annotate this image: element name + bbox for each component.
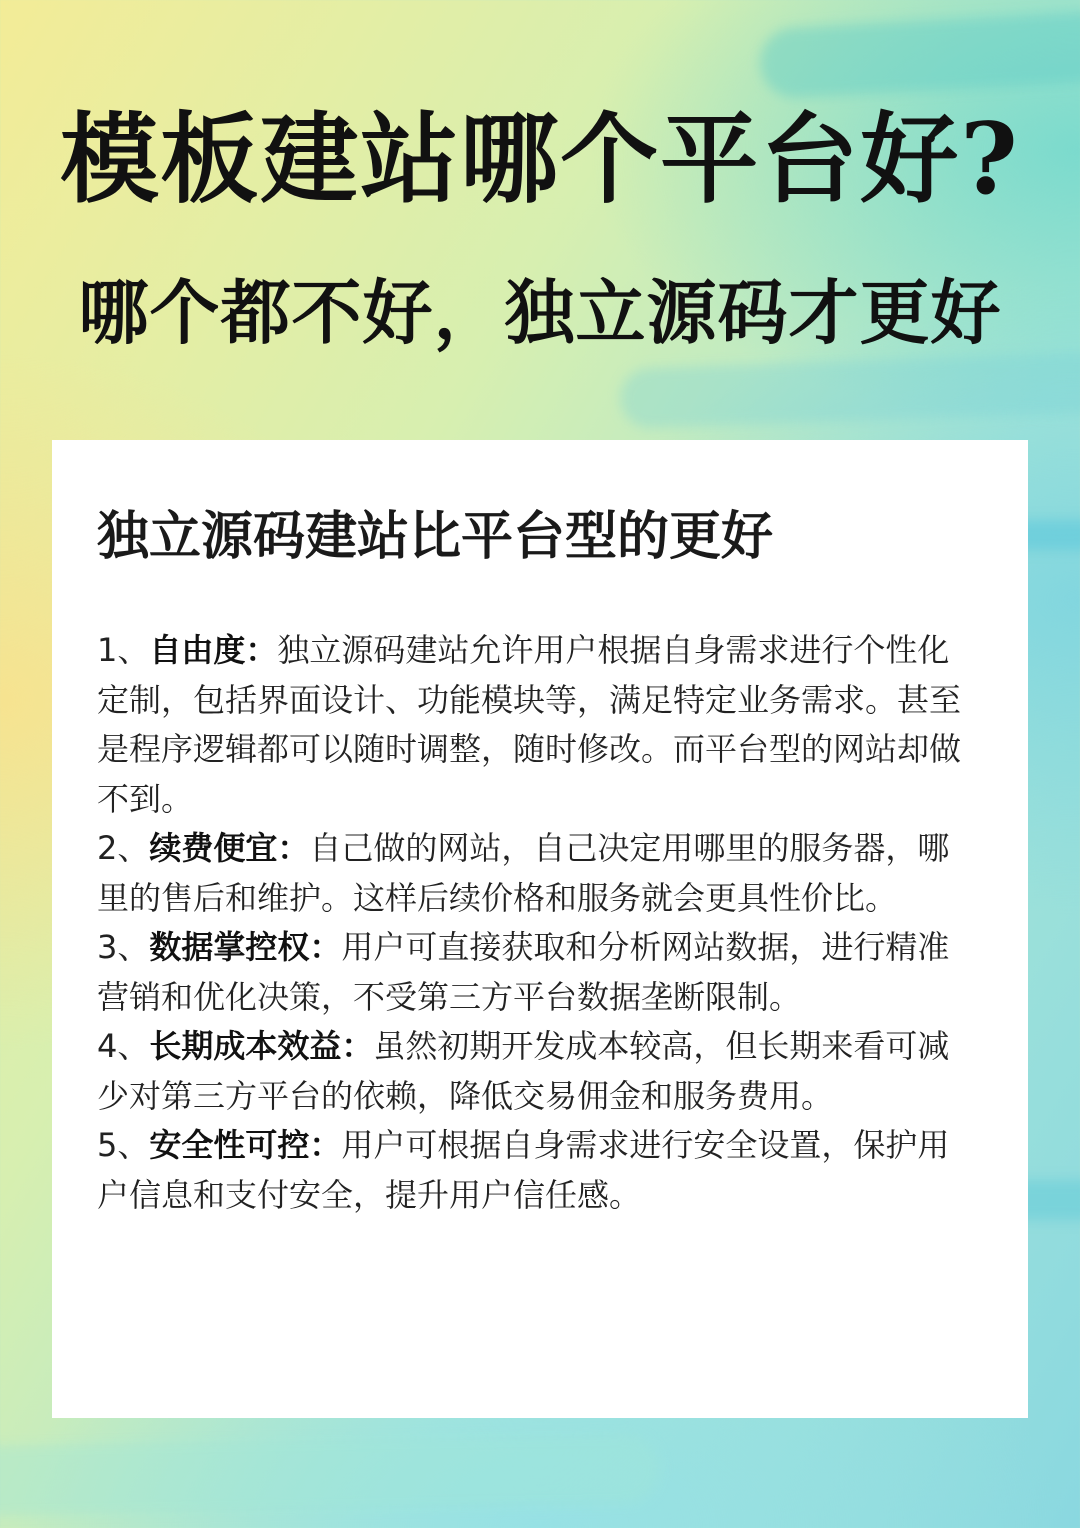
background-brush-stroke: [619, 351, 1080, 429]
point-text: 用户可直接获取和分析网站数据，进行精准营销和优化决策，不受第三方平台数据垄断限制。: [97, 928, 950, 1016]
list-item: [97, 824, 977, 923]
point-index: 3、: [97, 928, 150, 966]
list-item: [97, 1121, 977, 1220]
point-label: 自由度：: [149, 631, 278, 669]
point-label: 数据掌控权：: [149, 928, 342, 966]
page-subtitle: 哪个都不好，独立源码才更好: [78, 271, 1002, 354]
content-card: [52, 440, 1028, 1418]
points-list: [97, 626, 977, 1220]
list-item: [97, 1022, 977, 1121]
page-title: 模板建站哪个平台好?: [60, 102, 1020, 217]
point-label: 续费便宜：: [149, 829, 310, 867]
point-index: 1、: [97, 631, 150, 669]
background-brush-stroke: [0, 1434, 661, 1516]
card-heading: 独立源码建站比平台型的更好: [97, 507, 774, 567]
point-index: 2、: [97, 829, 150, 867]
point-text: 自己做的网站，自己决定用哪里的服务器，哪里的售后和维护。这样后续价格和服务就会更具性价比。: [97, 829, 950, 917]
list-item: [97, 923, 977, 1022]
list-item: [97, 626, 977, 824]
point-text: 用户可根据自身需求进行安全设置，保护用户信息和支付安全，提升用户信任感。: [97, 1126, 950, 1214]
point-text: 独立源码建站允许用户根据自身需求进行个性化定制，包括界面设计、功能模块等，满足特定业务需求。甚至是程序逻辑都可以随时调整，随时修改。而平台型的网站却做不到。: [97, 631, 962, 818]
point-text: 虽然初期开发成本较高，但长期来看可减少对第三方平台的依赖，降低交易佣金和服务费用。: [97, 1027, 950, 1115]
point-label: 安全性可控：: [149, 1126, 342, 1164]
point-index: 5、: [97, 1126, 150, 1164]
background-brush-stroke: [758, 11, 1080, 100]
point-index: 4、: [97, 1027, 150, 1065]
point-label: 长期成本效益：: [149, 1027, 374, 1065]
